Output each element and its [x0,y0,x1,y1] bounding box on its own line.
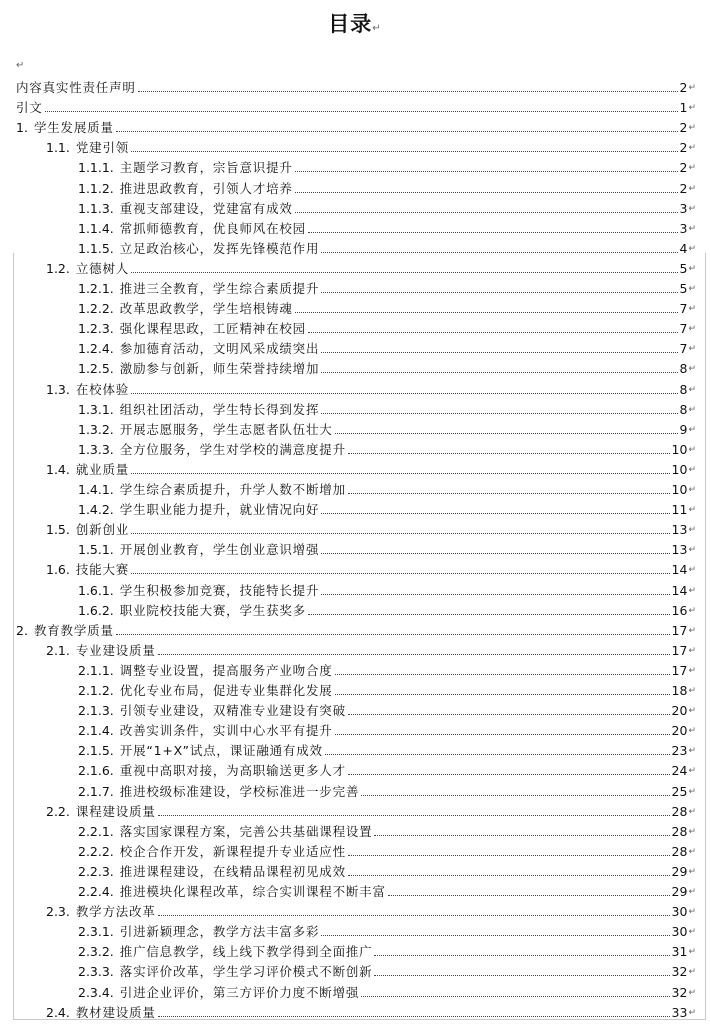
toc-entry-title: 专业建设质量 [75,642,156,658]
toc-entry-number: 1.1.4. [78,220,114,236]
toc-page-number: 8 [679,401,688,417]
toc-entry[interactable] [46,458,696,478]
toc-entry[interactable] [78,880,696,900]
toc-dot-leader [131,151,677,152]
toc-dot-leader [308,614,670,615]
paragraph-mark: ↵ [688,143,696,154]
paragraph-mark: ↵ [688,927,696,938]
toc-dot-leader [158,1016,670,1017]
toc-page-number: 23 [671,743,688,759]
toc-entry[interactable] [78,297,696,317]
paragraph-mark: ↵ [688,464,696,475]
toc-page-number: 8 [679,381,688,397]
toc-entry[interactable] [46,558,696,578]
paragraph-mark: ↵ [688,525,696,536]
toc-entry-number: 1.4.1. [78,482,114,497]
toc-page-number: 8 [679,361,688,377]
toc-entry-title: 重视中高职对接，为高职输送更多人才 [119,763,346,779]
paragraph-mark: ↵ [372,23,382,34]
toc-entry-number: 2.1.2. [78,683,114,698]
toc-page-number: 32 [671,984,688,1000]
toc-entry-number: 1.4. [46,461,70,477]
paragraph-mark: ↵ [688,364,696,375]
toc-entry[interactable] [78,438,696,458]
paragraph-mark: ↵ [688,826,696,837]
toc-entry-title: 推进校级标准建设，学校标准进一步完善 [119,783,360,799]
toc-entry[interactable] [78,579,696,599]
toc-page-number: 10 [671,461,688,477]
paragraph-mark: ↵ [688,404,696,415]
paragraph-mark: ↵ [688,384,696,395]
paragraph-mark: ↵ [688,686,696,696]
toc-entry-title: 学生发展质量 [33,120,114,136]
toc-dot-leader [348,493,670,494]
toc-entry[interactable] [46,900,696,920]
toc-dot-leader [335,694,670,695]
paragraph-mark: ↵ [688,766,696,777]
toc-entry[interactable] [78,840,696,860]
toc-dot-leader [158,815,670,816]
toc-entry[interactable] [78,317,696,337]
toc-entry-number: 2.1.3. [78,703,114,719]
toc-dot-leader [295,171,678,172]
toc-dot-leader [374,835,669,836]
toc-dot-leader [295,212,678,213]
paragraph-mark: ↵ [688,304,696,315]
toc-entry[interactable] [78,357,696,377]
toc-page-number: 2 [679,140,688,156]
toc-entry[interactable] [46,378,696,398]
paragraph-mark: ↵ [688,424,696,435]
toc-entry-number: 2.1. [46,642,70,658]
toc-entry-number: 2.2.3. [78,863,114,879]
toc-page-number: 17 [671,622,688,638]
toc-page-number: 25 [671,783,688,799]
paragraph-mark: ↵ [688,706,696,717]
paragraph-mark: ↵ [688,344,696,355]
toc-entry-number: 1.6.1. [78,582,114,598]
toc-page-number: 2 [679,160,688,176]
toc-page-number: 4 [679,240,688,256]
toc-entry-number: 1.1.3. [78,200,114,216]
toc-entry[interactable] [78,759,696,779]
toc-entry-title: 组织社团活动，学生特长得到发挥 [119,401,320,417]
toc-page-number: 28 [671,803,688,819]
toc-dot-leader [131,533,669,534]
toc-entry[interactable] [78,659,696,679]
toc-entry-title: 常抓师德教育，优良师风在校园 [119,220,306,236]
toc-entry-title: 在校体验 [75,381,130,397]
toc-entry[interactable] [78,920,696,940]
toc-entry-number: 1.5. [46,522,70,538]
toc-entry-title: 开展创业教育，学生创业意识增强 [119,542,320,558]
paragraph-mark: ↵ [688,746,696,757]
toc-entry-number: 2.1.6. [78,763,114,779]
toc-dot-leader [321,513,669,514]
toc-entry[interactable] [78,277,696,297]
toc-dot-leader [348,774,670,775]
paragraph-mark: ↵ [688,726,696,737]
toc-page-number: 29 [671,863,688,879]
toc-entry[interactable] [46,1001,696,1021]
toc-entry[interactable] [16,76,696,96]
toc-dot-leader [335,433,678,434]
toc-entry-title: 改善实训条件，实训中心水平有提升 [119,723,333,739]
toc-dot-leader [321,935,669,936]
toc-entry-title: 教育教学质量 [33,622,114,638]
paragraph-mark: ↵ [688,203,696,214]
toc-entry-title: 党建引领 [75,140,130,156]
toc-entry[interactable] [46,639,696,659]
toc-entry-title: 落实国家课程方案，完善公共基础课程设置 [119,823,373,839]
toc-entry-title: 参加德育活动，文明风采成绩突出 [119,341,320,357]
toc-entry-title: 落实评价改革，学生学习评价模式不断创新 [119,964,373,980]
paragraph-mark: ↵ [688,806,696,817]
toc-page-number: 20 [671,723,688,739]
toc-dot-leader [308,232,678,233]
toc-entry-number: 1.3.2. [78,421,114,437]
paragraph-mark: ↵ [688,545,696,556]
paragraph-mark: ↵ [688,485,696,495]
toc-entry-title: 教材建设质量 [75,1004,156,1020]
paragraph-mark: ↵ [688,263,696,274]
toc-page-number: 32 [671,964,688,980]
toc-entry[interactable] [78,719,696,739]
toc-dot-leader [321,372,677,373]
toc-entry[interactable] [78,739,696,759]
toc-dot-leader [361,996,669,997]
paragraph-mark: ↵ [688,625,696,636]
toc-dot-leader [374,955,669,956]
paragraph-mark: ↵ [688,444,696,455]
toc-entry-number: 1.5.1. [78,542,114,558]
toc-dot-leader [321,292,677,293]
toc-entry-number: 2.2.2. [78,843,114,859]
toc-dot-leader [295,312,678,313]
toc-page-number: 20 [671,703,688,719]
toc-page-number: 14 [671,562,688,578]
toc-entry[interactable] [78,217,696,237]
toc-entry-number: 2. [16,622,28,638]
toc-entry[interactable] [46,800,696,820]
toc-dot-leader [348,875,670,876]
toc-entry[interactable] [78,237,696,257]
toc-entry-number: 2.3.3. [78,964,114,980]
toc-entry-number: 2.1.5. [78,743,114,759]
toc-dot-leader [321,352,677,353]
toc-dot-leader [388,895,670,896]
toc-entry-title: 立德树人 [75,260,130,276]
toc-dot-leader [321,413,677,414]
paragraph-mark: ↵ [688,907,696,918]
toc-entry-number: 1.2.2. [78,301,114,317]
toc-entry-title: 学生综合素质提升，升学人数不断增加 [119,482,346,497]
toc-entry[interactable] [16,116,696,136]
toc-entry-title: 引进新颖理念，教学方法丰富多彩 [119,924,320,940]
toc-entry[interactable] [78,679,696,699]
toc-entry-title: 重视支部建设，党建富有成效 [119,200,293,216]
toc-page-number: 10 [671,441,688,457]
toc-entry-number: 1.6. [46,562,70,578]
paragraph-mark: ↵ [688,284,696,294]
page-title [0,8,710,38]
toc-entry-number: 1.2.5. [78,361,114,377]
paragraph-mark: ↵ [688,83,696,93]
toc-entry-number: 2.3.2. [78,944,114,960]
paragraph-mark: ↵ [688,1007,696,1018]
toc-page-number: 1 [679,100,688,116]
toc-entry[interactable] [46,136,696,156]
toc-entry[interactable] [78,940,696,960]
paragraph-mark: ↵ [688,324,696,335]
paragraph-mark: ↵ [688,223,696,234]
toc-entry-number: 1.2.4. [78,341,114,357]
toc-entry[interactable] [78,960,696,980]
paragraph-mark: ↵ [688,645,696,656]
toc-page-number: 2 [679,180,688,196]
toc-entry[interactable] [78,860,696,880]
toc-entry-number: 2.2.4. [78,884,114,899]
toc-page-number: 10 [671,482,688,497]
toc-dot-leader [335,674,670,675]
toc-page-number: 7 [679,341,688,357]
paragraph-mark: ↵ [688,243,696,254]
toc-dot-leader [348,714,670,715]
toc-entry[interactable] [78,478,696,498]
toc-dot-leader [131,272,677,273]
paragraph-mark: ↵ [688,665,696,676]
toc-dot-leader [138,91,678,92]
toc-dot-leader [158,915,670,916]
toc-entry-number: 2.1.7. [78,783,114,799]
toc-dot-leader [116,131,678,132]
toc-entry[interactable] [78,820,696,840]
toc-entry-number: 1.1.2. [78,180,114,196]
toc-entry-title: 激励参与创新，师生荣誉持续增加 [119,361,320,377]
paragraph-mark: ↵ [688,887,696,897]
toc-dot-leader [321,594,669,595]
toc-page-number: 5 [679,260,688,276]
toc-entry-number: 2.2. [46,803,70,819]
toc-dot-leader [131,573,669,574]
toc-dot-leader [116,634,670,635]
toc-dot-leader [335,734,670,735]
toc-entry-number: 1.3.1. [78,401,114,417]
paragraph-mark: ↵ [688,163,696,174]
toc-page-number: 7 [679,321,688,337]
toc-entry[interactable] [78,398,696,418]
toc-entry-title: 全方位服务，学生对学校的满意度提升 [119,441,346,457]
toc-entry[interactable] [78,337,696,357]
toc-entry-number: 1. [16,120,28,136]
toc-entry[interactable] [46,257,696,277]
toc-page-number: 2 [679,120,688,136]
toc-entry-title: 立足政治核心，发挥先锋模范作用 [119,240,320,256]
toc-entry[interactable] [78,197,696,217]
toc-entry[interactable] [78,498,696,518]
toc-page-number: 18 [671,683,688,698]
toc-entry-number: 1.2.1. [78,281,114,296]
toc-page-number: 13 [671,542,688,558]
toc-dot-leader [295,192,678,193]
toc-entry-number: 2.3. [46,904,70,920]
toc-entry-number: 2.3.1. [78,924,114,940]
toc-entry-number: 2.1.4. [78,723,114,739]
toc-page-number: 17 [671,662,688,678]
toc-dot-leader [321,252,677,253]
toc-entry-number: 1.6.2. [78,602,114,618]
toc-entry-title: 引进企业评价，第三方评价力度不断增强 [119,984,360,1000]
toc-page-number: 14 [671,582,688,598]
toc-entry[interactable] [46,518,696,538]
toc-entry-title: 引文 [16,100,43,116]
toc-page-number: 9 [679,421,688,437]
toc-entry-title: 开展志愿服务，学生志愿者队伍壮大 [119,421,333,437]
toc-entry-title: 创新创业 [75,522,130,538]
toc-entry-number: 1.3. [46,381,70,397]
toc-entry-title: 强化课程思政，工匠精神在校园 [119,321,306,337]
toc-entry-title: 校企合作开发，新课程提升专业适应性 [119,843,346,859]
toc-page-number: 16 [671,602,688,618]
toc-entry-number: 1.2.3. [78,321,114,337]
toc-entry-title: 推进思政教育，引领人才培养 [119,180,293,196]
toc-page-number: 17 [671,642,688,658]
toc-entry[interactable] [78,599,696,619]
toc-page-number: 13 [671,522,688,538]
toc-entry-title: 学生积极参加竞赛，技能特长提升 [119,582,320,598]
paragraph-mark: ↵ [688,123,696,134]
toc-page-number: 7 [679,301,688,317]
paragraph-mark: ↵ [688,967,696,978]
toc-entry[interactable] [78,156,696,176]
toc-entry-title: 改革思政教学，学生培根铸魂 [119,301,293,317]
toc-entry-number: 2.1.1. [78,662,114,678]
toc-entry-title: 职业院校技能大赛，学生获奖多 [119,602,306,618]
toc-page-number: 30 [671,924,688,940]
paragraph-mark: ↵ [688,585,696,596]
toc-dot-leader [131,393,677,394]
toc-entry-number: 1.2. [46,260,70,276]
title-text: 目录 [328,12,373,36]
paragraph-mark: ↵ [688,786,696,797]
toc-page-number: 5 [679,281,688,296]
toc-dot-leader [308,332,678,333]
toc-page-number: 2 [679,80,688,95]
toc-entry-title: 技能大赛 [75,562,130,578]
toc-entry[interactable] [78,177,696,197]
toc-page-number: 31 [671,944,688,960]
toc-entry[interactable] [78,981,696,1001]
paragraph-mark: ↵ [688,183,696,194]
paragraph-mark: ↵ [688,866,696,877]
toc-dot-leader [348,453,670,454]
toc-dot-leader [158,654,670,655]
toc-page-number: 3 [679,220,688,236]
toc-entry-title: 开展“1+X”试点，课证融通有成效 [119,743,323,759]
toc-entry-title: 学生职业能力提升，就业情况向好 [119,502,320,518]
toc-entry-title: 优化专业布局，促进专业集群化发展 [119,683,333,698]
toc-page-number: 3 [679,200,688,216]
toc-entry-title: 主题学习教育，宗旨意识提升 [119,160,293,176]
toc-entry-title: 就业质量 [75,461,130,477]
toc-dot-leader [321,553,669,554]
toc-dot-leader [45,111,678,112]
toc-entry-number: 1.4.2. [78,502,114,518]
toc-entry-number: 2.3.4. [78,984,114,1000]
toc-entry-title: 内容真实性责任声明 [16,80,136,95]
paragraph-mark: ↵ [688,505,696,516]
toc-entry[interactable] [78,418,696,438]
paragraph-mark: ↵ [688,987,696,998]
toc-entry-number: 1.3.3. [78,441,114,457]
toc-page-number: 11 [671,502,688,518]
paragraph-mark: ↵ [688,947,696,958]
toc-entry-title: 引领专业建设，双精准专业建设有突破 [119,703,346,719]
toc-entry-number: 1.1.1. [78,160,114,176]
toc-dot-leader [374,975,669,976]
toc-entry-title: 推广信息教学，线上线下教学得到全面推广 [119,944,373,960]
toc-entry-title: 调整专业设置，提高服务产业吻合度 [119,662,333,678]
toc-entry-title: 推进课程建设，在线精品课程初见成效 [119,863,346,879]
toc-dot-leader [325,754,670,755]
toc-page-number: 33 [671,1004,688,1020]
toc-entry[interactable] [16,96,696,116]
toc-entry-number: 1.1.5. [78,240,114,256]
toc-dot-leader [361,795,669,796]
toc-entry[interactable] [16,619,696,639]
paragraph-mark: ↵ [688,565,696,576]
toc-entry-title: 推进三全教育，学生综合素质提升 [119,281,320,296]
paragraph-mark: ↵ [688,605,696,616]
toc-page-number: 28 [671,843,688,859]
toc-dot-leader [348,855,670,856]
toc-entry-title: 教学方法改革 [75,904,156,920]
toc-entry-number: 1.1. [46,140,70,156]
toc-page-number: 24 [671,763,688,779]
toc-page-number: 29 [671,884,688,899]
toc-dot-leader [131,473,669,474]
paragraph-mark: ↵ [688,103,696,114]
toc-entry[interactable] [78,538,696,558]
toc-entry-title: 推进模块化课程改革，综合实训课程不断丰富 [119,884,386,899]
toc-entry[interactable] [78,780,696,800]
toc-entry-title: 课程建设质量 [75,803,156,819]
toc-entry-number: 2.4. [46,1004,70,1020]
paragraph-mark: ↵ [16,60,25,71]
paragraph-mark: ↵ [688,846,696,857]
toc-entry[interactable] [78,699,696,719]
toc-page-number: 28 [671,823,688,839]
toc-entry-number: 2.2.1. [78,823,114,839]
toc-page-number: 30 [671,904,688,920]
